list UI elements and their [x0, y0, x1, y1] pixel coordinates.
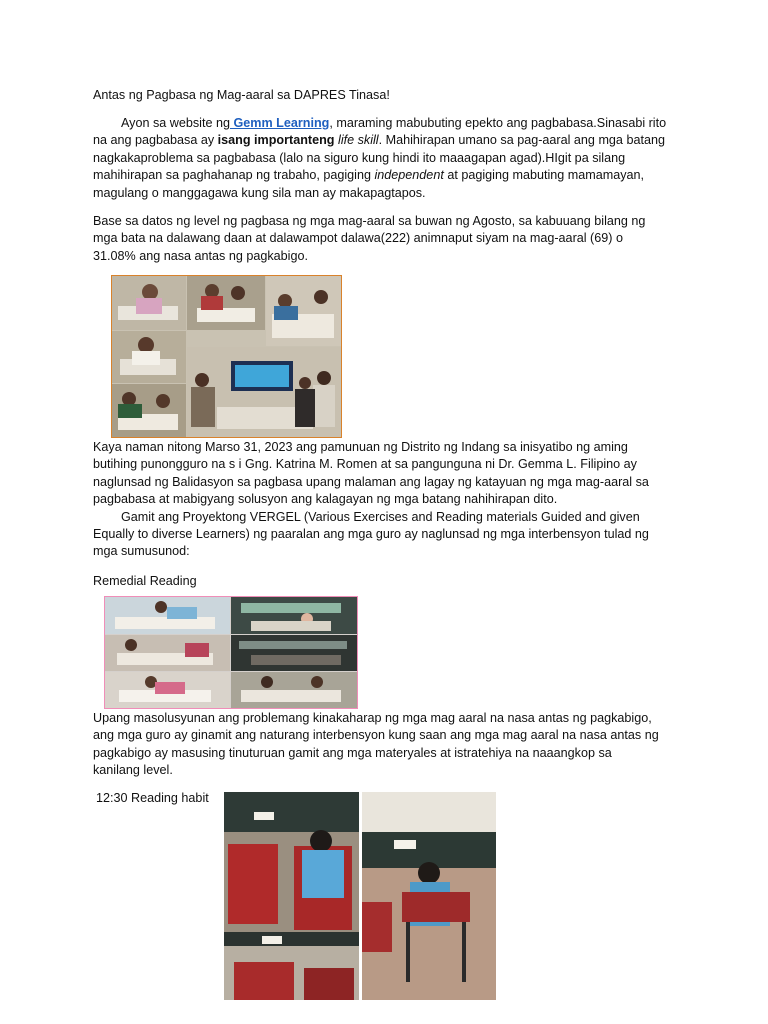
section-heading-remedial: Remedial Reading	[93, 574, 197, 588]
paragraph-intro-line-4: mahihirapan sa paghahanap ng trabaho, pagiging independent at pagiging mabuting mamamayan,	[93, 168, 645, 183]
validation-photo-collage	[111, 275, 342, 438]
reading-habit-photo-classroom-1	[224, 792, 359, 1000]
paragraph-intro	[93, 115, 683, 202]
paragraph-intro-line-1: Ayon sa website ng Gemm Learning, maraming mabubuting epekto ang pagbabasa.Sinasabi rito	[121, 116, 667, 130]
document-title: Antas ng Pagbasa ng Mag-aaral sa DAPRES Tinasa!	[93, 88, 390, 102]
paragraph-data: Base sa datos ng level ng pagbasa ng mga mag-aaral sa buwan ng Agosto, sa kabuuang bilang ng mga bata na dalawang daan at dalawampot dalawa(222) animnaput siyam na mag-aaral (69) o 31.08% ang nasa antas ng pagkabigo.	[93, 214, 646, 263]
paragraph-remedial: Upang masolusyunan ang problemang kinakaharap ng mga mag aaral na nasa antas ng pagkabigo, ang mga guro ay ginamit ang naturang interbensyon kung saan ang mga mag aaral na nasa antas ng pagkabigo ay masusing tinuturuan gamit ang mga materyales at istratehiya na naaangkop sa kanilang level.	[93, 711, 659, 778]
reading-habit-photo-classroom-2	[362, 792, 496, 1000]
paragraph-intro-line-5: magulang o manggagawa kung sila man ay makapagtapos.	[93, 185, 426, 200]
paragraph-validation: Kaya naman nitong Marso 31, 2023 ang pamunuan ng Distrito ng Indang sa inisyatibo ng aming butihing punongguro na s i Gng. Katrina M. Romen at sa pangunguna ni Dr. Gemma L. Filipino ay naglunsad ng Balidasyon sa pagbasa upang malaman ang lagay ng katayuan ng mga mag-aaral sa pagbabasa at mabigyang solusyon ang kalagayan ng mga batang nahihirapan dito. Gamit ang Proyektong VERGEL (Various Exercises and Reading materials Guided and given Equally to diverse Learners) ng paaralan ang mga guro ay naglunsad ng mga interbensyon tulad ng mga sumusunod:	[93, 440, 649, 559]
paragraph-intro-line-2: na ang pagbabasa ay isang importanteng life skill. Mahihirapan umano sa pag-aaral ang mga batang	[93, 133, 665, 148]
remedial-reading-photo-collage	[104, 596, 358, 709]
gemm-learning-link[interactable]: Gemm Learning	[229, 116, 330, 130]
paragraph-intro-line-3: nagkakaproblema sa pagbabasa (lalo na siguro kung hindi ito maaagapan agad).HIgit pa silang	[93, 150, 626, 165]
section-heading-reading-habit: 12:30 Reading habit	[96, 791, 209, 805]
